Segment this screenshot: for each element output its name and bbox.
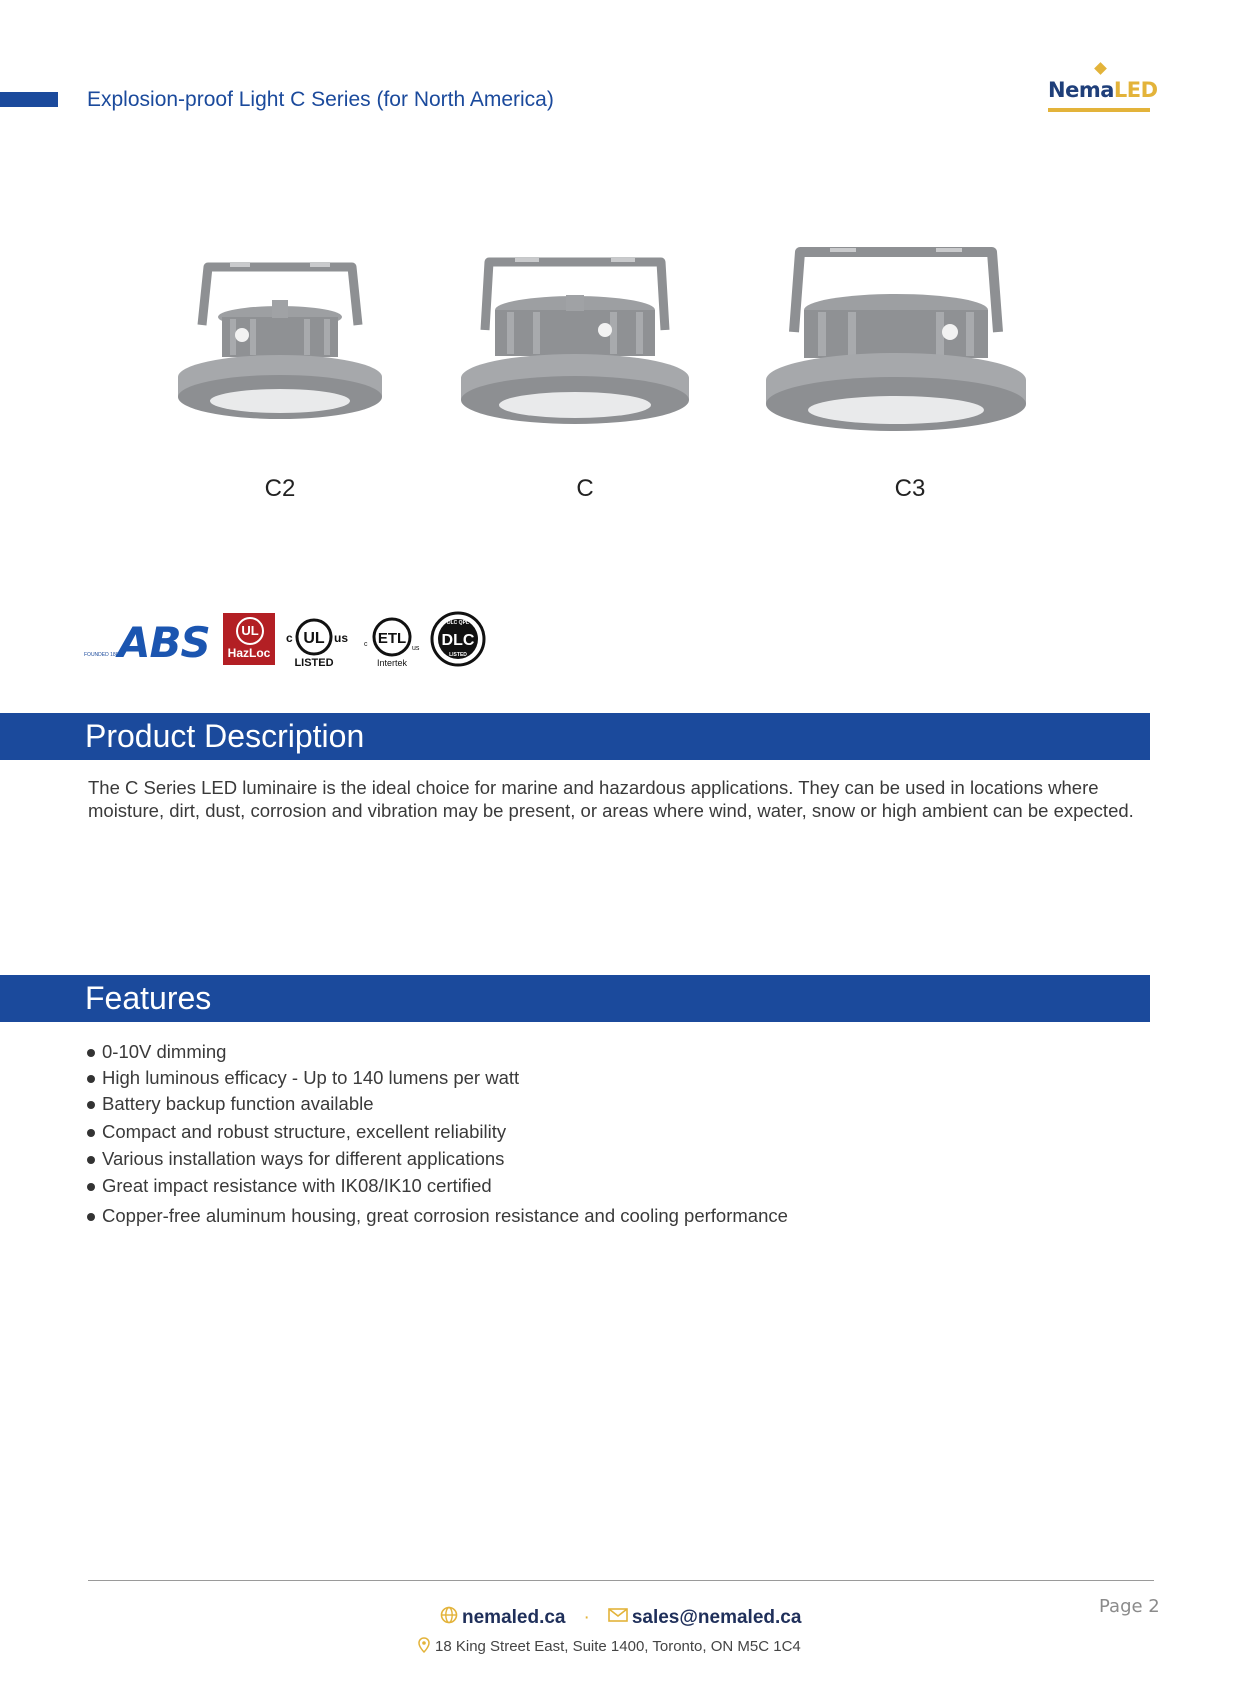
section-title-features: Features bbox=[85, 980, 212, 1016]
abs-founded-text: FOUNDED 1862 bbox=[84, 652, 122, 658]
page-header-title: Explosion-proof Light C Series (for North America) bbox=[87, 88, 554, 111]
svg-text:ETL: ETL bbox=[377, 630, 407, 647]
certification-logos bbox=[84, 608, 504, 670]
svg-text:us: us bbox=[334, 631, 349, 645]
feature-item: 0-10V dimming bbox=[86, 1041, 788, 1063]
product-label-c3: C3 bbox=[894, 475, 926, 502]
svg-text:LISTED: LISTED bbox=[449, 652, 467, 658]
product-image-c3 bbox=[760, 240, 1032, 455]
section-band-product-description bbox=[0, 713, 1150, 760]
product-label-c2: C2 bbox=[264, 475, 296, 502]
svg-text:c: c bbox=[286, 631, 293, 645]
footer-website-link[interactable]: nemaled.ca bbox=[462, 1607, 566, 1629]
feature-item: Compact and robust structure, excellent reliability bbox=[86, 1121, 788, 1143]
feature-item: Battery backup function available bbox=[86, 1093, 788, 1115]
svg-text:DLC: DLC bbox=[441, 632, 475, 649]
feature-item: High luminous efficacy - Up to 140 lumens per watt bbox=[86, 1067, 788, 1089]
abs-logo: ABS bbox=[118, 618, 210, 667]
nemaled-logo bbox=[1048, 66, 1158, 114]
feature-item: Copper-free aluminum housing, great corrosion resistance and cooling performance bbox=[86, 1205, 788, 1227]
section-title-product-description: Product Description bbox=[85, 718, 365, 754]
svg-text:c: c bbox=[364, 641, 368, 648]
product-description-text: The C Series LED luminaire is the ideal choice for marine and hazardous applications. They can be used in locations where moisture, dirt, dust, corrosion and vibration may be present, or areas where wind, water, snow or high ambient can be expected. bbox=[88, 777, 1134, 821]
feature-item: Great impact resistance with IK08/IK10 certified bbox=[86, 1175, 788, 1197]
logo-star-icon bbox=[1094, 62, 1107, 75]
mail-icon bbox=[608, 1607, 628, 1629]
product-label-c: C bbox=[576, 475, 594, 502]
page-number: Page 2 bbox=[1099, 1596, 1160, 1617]
footer-address bbox=[418, 1637, 801, 1657]
logo-underline bbox=[1048, 108, 1150, 112]
location-pin-icon bbox=[418, 1637, 430, 1657]
svg-text:Intertek: Intertek bbox=[376, 658, 408, 668]
dlc-listed-logo bbox=[430, 610, 490, 670]
logo-text-led: LED bbox=[1113, 78, 1158, 102]
footer-contacts: nemaled.ca · sales@nemaled.ca bbox=[440, 1606, 801, 1630]
svg-text:DLC QPL: DLC QPL bbox=[447, 620, 469, 626]
svg-text:LISTED: LISTED bbox=[294, 657, 334, 669]
etl-intertek-logo bbox=[364, 610, 424, 670]
culus-listed-logo bbox=[284, 610, 354, 670]
feature-item: Various installation ways for different applications bbox=[86, 1148, 788, 1170]
product-image-c bbox=[455, 250, 695, 455]
footer-divider bbox=[88, 1580, 1154, 1581]
features-list bbox=[86, 1038, 788, 1227]
product-image-c2 bbox=[170, 255, 390, 455]
svg-text:UL: UL bbox=[303, 630, 325, 647]
footer-email-link[interactable]: sales@nemaled.ca bbox=[631, 1607, 802, 1629]
svg-text:us: us bbox=[412, 645, 420, 652]
globe-icon bbox=[440, 1606, 458, 1630]
section-band-features bbox=[0, 975, 1150, 1022]
ul-hazloc-logo: UL HazLoc bbox=[223, 613, 275, 665]
logo-text-nema: Nema bbox=[1048, 78, 1114, 102]
header-accent-bar bbox=[0, 92, 58, 107]
footer-address-text: 18 King Street East, Suite 1400, Toronto, ON M5C 1C4 bbox=[435, 1637, 801, 1655]
